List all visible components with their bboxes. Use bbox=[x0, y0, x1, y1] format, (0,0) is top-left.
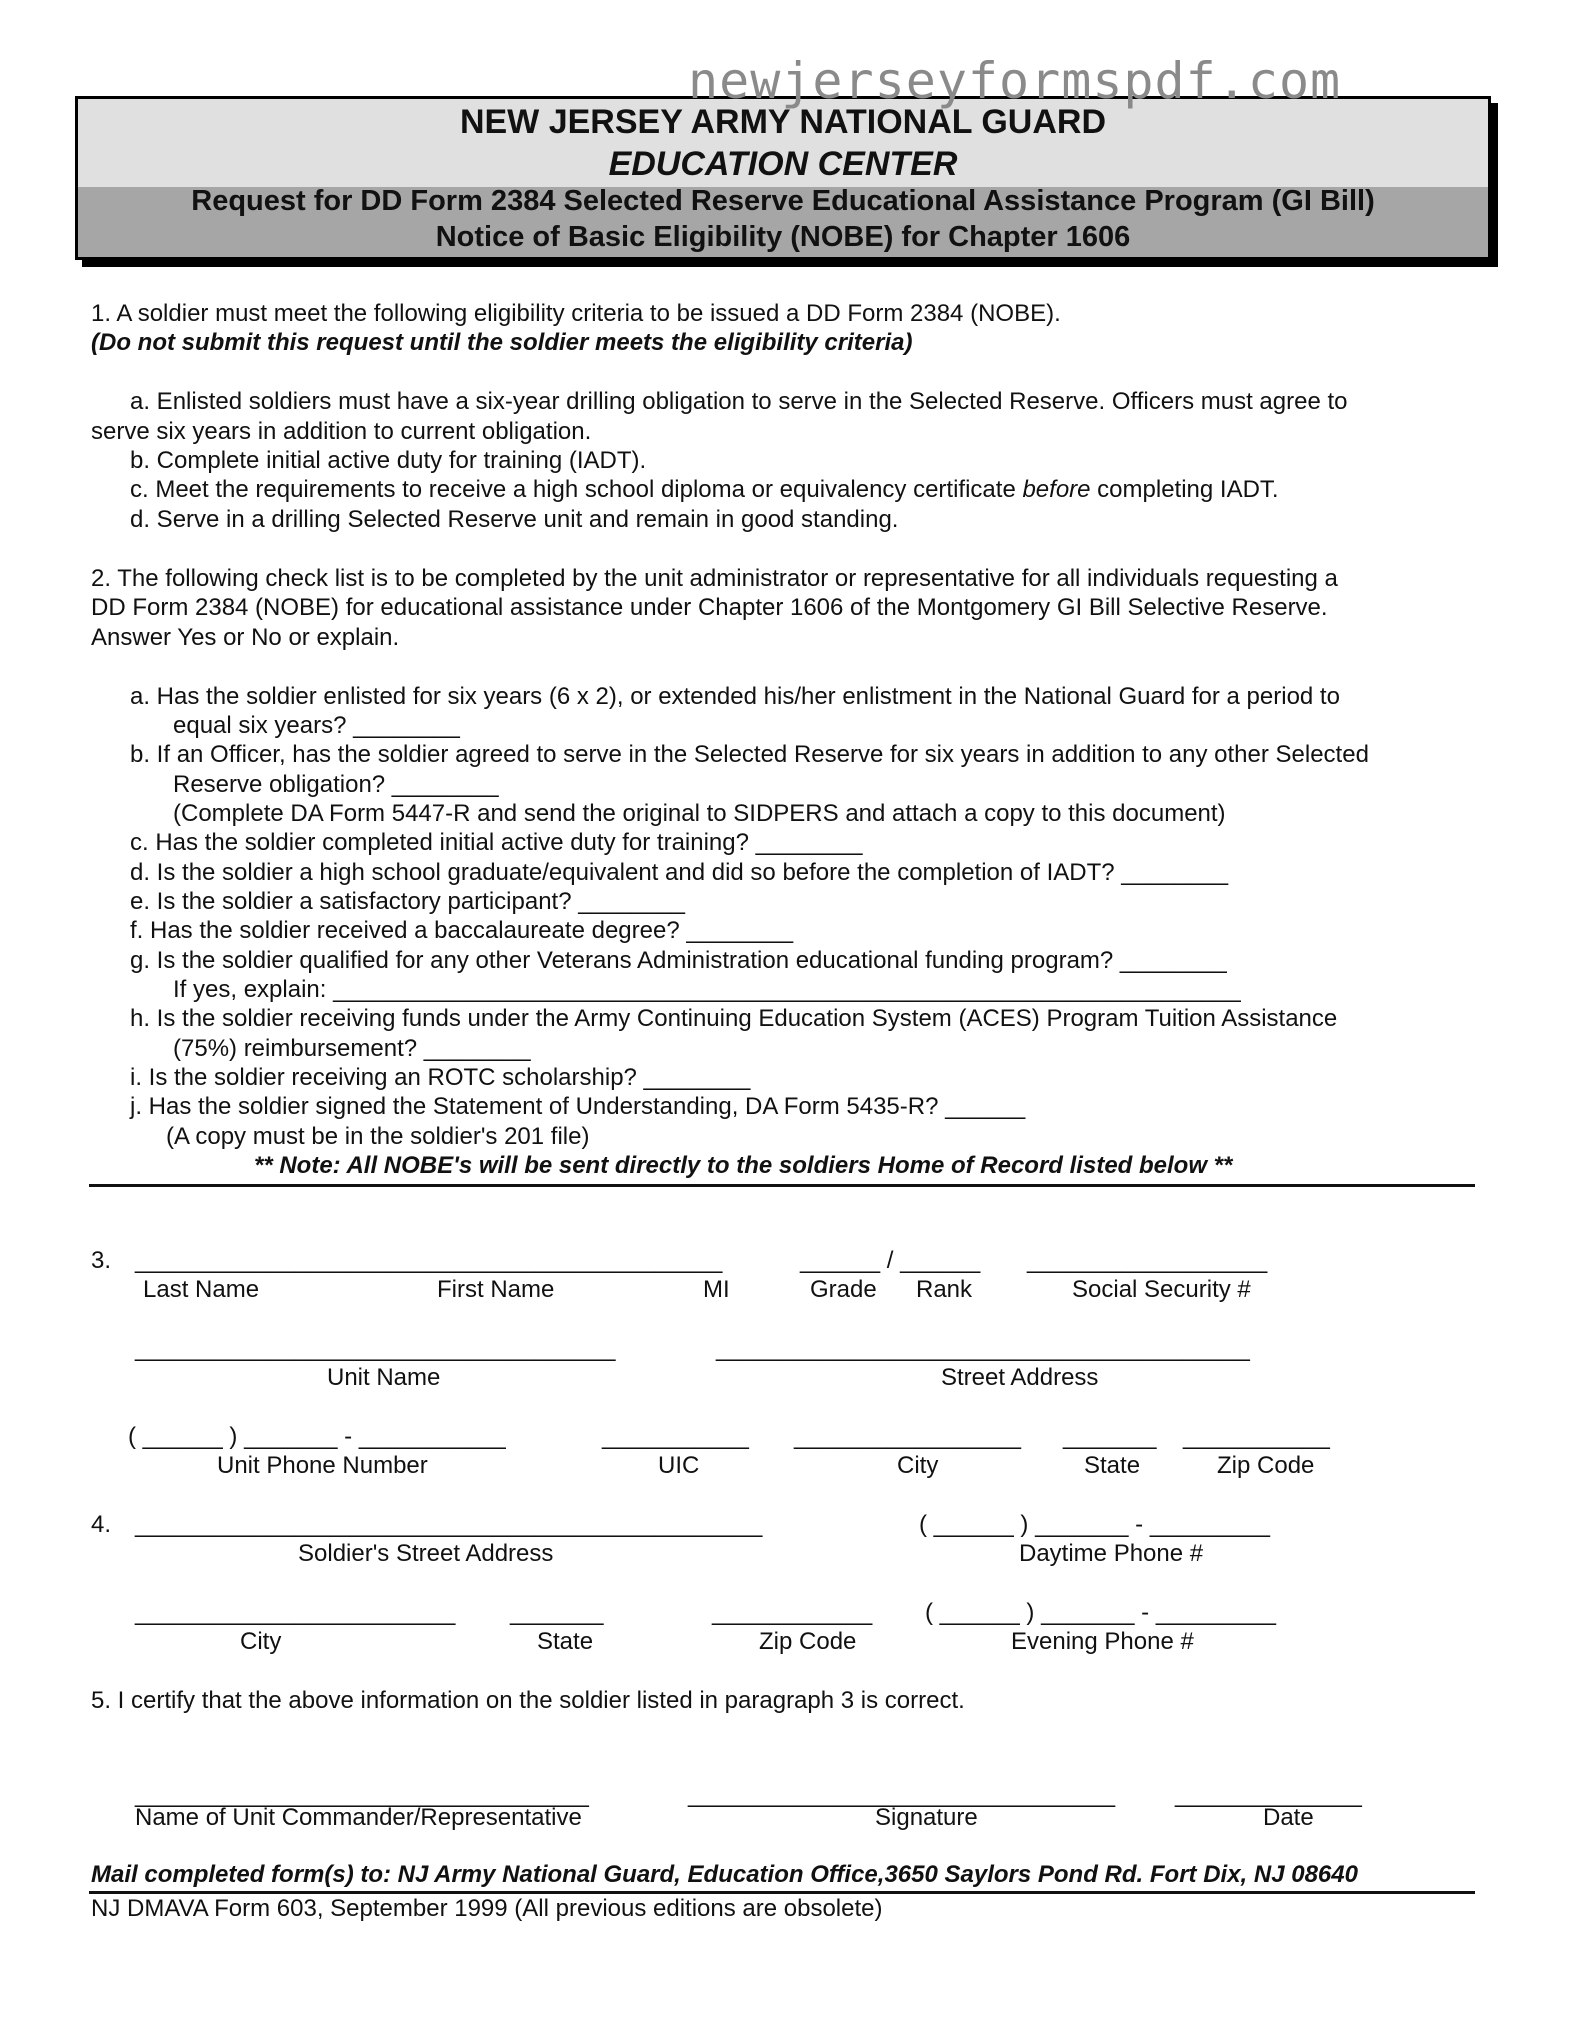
uic-label: UIC bbox=[658, 1452, 700, 1479]
unit-street-field[interactable]: ________________________________________ bbox=[716, 1335, 1250, 1362]
checklist-item-b: b. If an Officer, has the soldier agreed to serve in the Selected Reserve for six years in addition to any other Selected bbox=[130, 741, 1369, 768]
section2-intro: 2. The following check list is to be completed by the unit administrator or representative for all individuals requesting a bbox=[91, 565, 1338, 592]
street-address-label: Street Address bbox=[941, 1364, 1099, 1391]
mi-label: MI bbox=[703, 1276, 730, 1303]
soldier-state-label: State bbox=[537, 1628, 594, 1655]
unit-name-field[interactable]: ____________________________________ bbox=[135, 1335, 616, 1362]
commander-name-label: Name of Unit Commander/Representative bbox=[135, 1804, 582, 1831]
checklist-item-a: a. Has the soldier enlisted for six years (6 x 2), or extended his/her enlistment in the National Guard for a period to bbox=[130, 683, 1340, 710]
unit-city-label: City bbox=[897, 1452, 939, 1479]
checklist-item-h-answer[interactable]: (75%) reimbursement? ________ bbox=[173, 1035, 531, 1062]
unit-zip-field[interactable]: ___________ bbox=[1183, 1423, 1330, 1450]
unit-phone-label: Unit Phone Number bbox=[217, 1452, 428, 1479]
section1-item-c-emphasis: before bbox=[1022, 476, 1091, 503]
grade-rank-field[interactable]: ______ / ______ bbox=[800, 1247, 981, 1274]
section3-number: 3. bbox=[91, 1247, 112, 1274]
section1-warning: (Do not submit this request until the soldier meets the eligibility criteria) bbox=[91, 329, 913, 356]
last-name-label: Last Name bbox=[143, 1276, 260, 1303]
checklist-item-g[interactable]: g. Is the soldier qualified for any other Veterans Administration educational funding program? ________ bbox=[130, 947, 1227, 974]
checklist-item-i[interactable]: i. Is the soldier receiving an ROTC scholarship? ________ bbox=[130, 1064, 751, 1091]
header-form-subtitle: Notice of Basic Eligibility (NOBE) for Chapter 1606 bbox=[435, 221, 1131, 253]
ssn-field[interactable]: __________________ bbox=[1027, 1247, 1268, 1274]
checklist-item-d[interactable]: d. Is the soldier a high school graduate/equivalent and did so before the completion of IADT? ________ bbox=[130, 859, 1229, 886]
unit-name-label: Unit Name bbox=[327, 1364, 441, 1391]
daytime-phone-label: Daytime Phone # bbox=[1019, 1540, 1204, 1567]
form-header bbox=[75, 96, 1491, 260]
checklist-item-j-note: (A copy must be in the soldier's 201 file) bbox=[166, 1123, 590, 1150]
daytime-phone-field[interactable]: ( ______ ) _______ - _________ bbox=[919, 1511, 1270, 1538]
evening-phone-field[interactable]: ( ______ ) _______ - _________ bbox=[925, 1599, 1276, 1626]
unit-phone-field[interactable]: ( ______ ) _______ - ___________ bbox=[128, 1423, 506, 1450]
checklist-item-f[interactable]: f. Has the soldier received a baccalaureate degree? ________ bbox=[130, 917, 794, 944]
signature-field[interactable]: ________________________________ bbox=[688, 1781, 1116, 1808]
checklist-item-b-answer[interactable]: Reserve obligation? ________ bbox=[173, 771, 499, 798]
checklist-item-j[interactable]: j. Has the soldier signed the Statement of Understanding, DA Form 5435-R? ______ bbox=[130, 1093, 1026, 1120]
footer-divider bbox=[89, 1891, 1475, 1894]
section2-intro-cont: DD Form 2384 (NOBE) for educational assistance under Chapter 1606 of the Montgomery GI Bill Selective Reserve. bbox=[91, 594, 1328, 621]
date-label: Date bbox=[1263, 1804, 1314, 1831]
unit-state-label: State bbox=[1084, 1452, 1141, 1479]
section1-item-d: d. Serve in a drilling Selected Reserve unit and remain in good standing. bbox=[130, 506, 899, 533]
checklist-item-g-explain[interactable]: If yes, explain: ____________________________________________________________________ bbox=[173, 976, 1241, 1003]
mailing-instructions: Mail completed form(s) to: NJ Army National Guard, Education Office,3650 Saylors Pond Rd. Fort Dix, NJ 08640 bbox=[91, 1861, 1358, 1888]
section2-instructions: Answer Yes or No or explain. bbox=[91, 624, 400, 651]
watermark-text: newjerseyformspdf.com bbox=[688, 52, 1342, 110]
soldier-state-field[interactable]: _______ bbox=[510, 1599, 604, 1626]
section1-item-c bbox=[130, 478, 1279, 502]
header-center: EDUCATION CENTER bbox=[608, 145, 958, 183]
soldier-street-field[interactable]: _______________________________________________ bbox=[135, 1511, 763, 1538]
rank-label: Rank bbox=[916, 1276, 973, 1303]
commander-name-field[interactable]: __________________________________ bbox=[135, 1781, 589, 1808]
uic-field[interactable]: ___________ bbox=[602, 1423, 749, 1450]
checklist-item-c[interactable]: c. Has the soldier completed initial active duty for training? ________ bbox=[130, 829, 863, 856]
form-identifier: NJ DMAVA Form 603, September 1999 (All previous editions are obsolete) bbox=[91, 1895, 883, 1922]
soldier-city-label: City bbox=[240, 1628, 282, 1655]
first-name-label: First Name bbox=[437, 1276, 555, 1303]
ssn-label: Social Security # bbox=[1072, 1276, 1251, 1303]
unit-city-field[interactable]: _________________ bbox=[794, 1423, 1021, 1450]
header-form-title: Request for DD Form 2384 Selected Reserve Educational Assistance Program (GI Bill) bbox=[191, 185, 1375, 217]
checklist-item-e[interactable]: e. Is the soldier a satisfactory participant? ________ bbox=[130, 888, 685, 915]
section1-item-c-text: c. Meet the requirements to receive a high school diploma or equivalency certificate bbox=[130, 476, 1023, 503]
date-field[interactable]: ______________ bbox=[1175, 1781, 1362, 1808]
evening-phone-label: Evening Phone # bbox=[1011, 1628, 1194, 1655]
soldier-zip-label: Zip Code bbox=[759, 1628, 857, 1655]
nobe-note: ** Note: All NOBE's will be sent directly to the soldiers Home of Record listed below ** bbox=[254, 1152, 1233, 1179]
section-divider bbox=[89, 1184, 1475, 1187]
soldier-zip-field[interactable]: ____________ bbox=[712, 1599, 873, 1626]
soldier-street-label: Soldier's Street Address bbox=[298, 1540, 554, 1567]
checklist-item-a-answer[interactable]: equal six years? ________ bbox=[173, 712, 460, 739]
unit-zip-label: Zip Code bbox=[1217, 1452, 1315, 1479]
checklist-item-h: h. Is the soldier receiving funds under the Army Continuing Education System (ACES) Program Tuition Assistance bbox=[130, 1005, 1338, 1032]
soldier-city-field[interactable]: ________________________ bbox=[135, 1599, 456, 1626]
grade-label: Grade bbox=[810, 1276, 877, 1303]
checklist-item-b-note: (Complete DA Form 5447-R and send the original to SIDPERS and attach a copy to this document) bbox=[173, 800, 1226, 827]
soldier-name-field[interactable]: ____________________________________________ bbox=[135, 1247, 723, 1274]
section1-item-b: b. Complete initial active duty for training (IADT). bbox=[130, 447, 647, 474]
certification-statement: 5. I certify that the above information on the soldier listed in paragraph 3 is correct. bbox=[91, 1687, 965, 1714]
section1-item-c-text-end: completing IADT. bbox=[1090, 476, 1279, 503]
section1-intro: 1. A soldier must meet the following eligibility criteria to be issued a DD Form 2384 (NOBE). bbox=[91, 300, 1061, 327]
section1-item-a: a. Enlisted soldiers must have a six-year drilling obligation to serve in the Selected Reserve. Officers must agree to bbox=[130, 388, 1348, 415]
section1-item-a-cont: serve six years in addition to current obligation. bbox=[91, 418, 592, 445]
unit-state-field[interactable]: _______ bbox=[1063, 1423, 1157, 1450]
section4-number: 4. bbox=[91, 1511, 112, 1538]
signature-label: Signature bbox=[875, 1804, 978, 1831]
header-organization: NEW JERSEY ARMY NATIONAL GUARD bbox=[459, 103, 1107, 141]
